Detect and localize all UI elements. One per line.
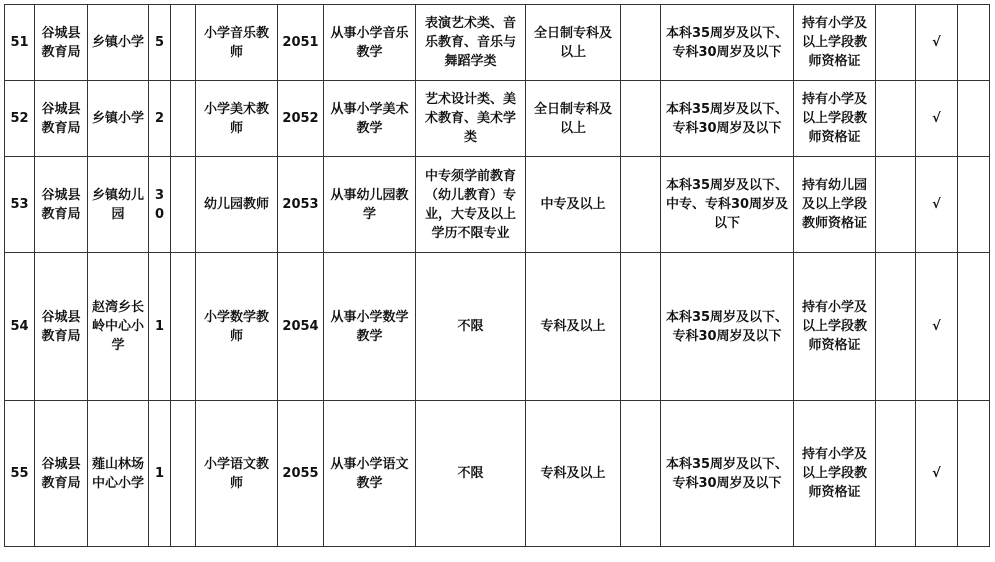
duty-cell: 从事幼儿园教学 xyxy=(324,157,416,253)
empty-cell xyxy=(876,253,916,401)
position-code-cell: 2055 xyxy=(278,401,324,547)
empty-cell xyxy=(958,401,990,547)
empty-cell xyxy=(171,5,196,81)
empty-cell xyxy=(876,5,916,81)
position-cell: 小学美术教师 xyxy=(196,81,278,157)
row-number: 55 xyxy=(5,401,35,547)
duty-cell: 从事小学音乐教学 xyxy=(324,5,416,81)
table-row xyxy=(5,401,990,547)
empty-cell xyxy=(876,81,916,157)
school-cell: 赵湾乡长岭中心小学 xyxy=(88,253,149,401)
check-mark-cell: √ xyxy=(916,81,958,157)
headcount-cell: 5 xyxy=(149,5,171,81)
major-cell: 表演艺术类、音乐教育、音乐与舞蹈学类 xyxy=(416,5,526,81)
empty-cell xyxy=(958,81,990,157)
position-code-cell: 2051 xyxy=(278,5,324,81)
check-mark-cell: √ xyxy=(916,401,958,547)
headcount-cell: 1 xyxy=(149,253,171,401)
check-mark-cell: √ xyxy=(916,5,958,81)
position-cell: 小学音乐教师 xyxy=(196,5,278,81)
empty-cell xyxy=(958,157,990,253)
certificate-cell: 持有小学及以上学段教师资格证 xyxy=(794,401,876,547)
duty-cell: 从事小学语文教学 xyxy=(324,401,416,547)
empty-cell xyxy=(171,157,196,253)
education-cell: 专科及以上 xyxy=(526,253,621,401)
recruitment-table xyxy=(4,4,990,547)
age-cell: 本科35周岁及以下、专科30周岁及以下 xyxy=(661,253,794,401)
school-cell: 乡镇幼儿园 xyxy=(88,157,149,253)
headcount-cell: 1 xyxy=(149,401,171,547)
row-number: 52 xyxy=(5,81,35,157)
major-cell: 不限 xyxy=(416,253,526,401)
headcount-cell: 30 xyxy=(149,157,171,253)
position-cell: 幼儿园教师 xyxy=(196,157,278,253)
empty-cell xyxy=(876,401,916,547)
table-row xyxy=(5,253,990,401)
certificate-cell: 持有小学及以上学段教师资格证 xyxy=(794,81,876,157)
certificate-cell: 持有幼儿园及以上学段教师资格证 xyxy=(794,157,876,253)
duty-cell: 从事小学美术教学 xyxy=(324,81,416,157)
position-cell: 小学语文教师 xyxy=(196,401,278,547)
education-cell: 全日制专科及以上 xyxy=(526,5,621,81)
age-cell: 本科35周岁及以下、专科30周岁及以下 xyxy=(661,81,794,157)
row-number: 54 xyxy=(5,253,35,401)
education-cell: 全日制专科及以上 xyxy=(526,81,621,157)
major-cell: 艺术设计类、美术教育、美术学类 xyxy=(416,81,526,157)
check-mark-cell: √ xyxy=(916,253,958,401)
table-row xyxy=(5,5,990,81)
empty-cell xyxy=(621,401,661,547)
school-cell: 乡镇小学 xyxy=(88,81,149,157)
empty-cell xyxy=(958,5,990,81)
duty-cell: 从事小学数学教学 xyxy=(324,253,416,401)
empty-cell xyxy=(171,253,196,401)
empty-cell xyxy=(876,157,916,253)
department-cell: 谷城县教育局 xyxy=(35,157,88,253)
position-cell: 小学数学教师 xyxy=(196,253,278,401)
school-cell: 薤山林场中心小学 xyxy=(88,401,149,547)
empty-cell xyxy=(171,81,196,157)
row-number: 51 xyxy=(5,5,35,81)
position-code-cell: 2052 xyxy=(278,81,324,157)
empty-cell xyxy=(621,81,661,157)
empty-cell xyxy=(171,401,196,547)
empty-cell xyxy=(621,253,661,401)
table-row xyxy=(5,81,990,157)
department-cell: 谷城县教育局 xyxy=(35,401,88,547)
table-row xyxy=(5,157,990,253)
education-cell: 专科及以上 xyxy=(526,401,621,547)
headcount-cell: 2 xyxy=(149,81,171,157)
age-cell: 本科35周岁及以下、中专、专科30周岁及以下 xyxy=(661,157,794,253)
certificate-cell: 持有小学及以上学段教师资格证 xyxy=(794,5,876,81)
row-number: 53 xyxy=(5,157,35,253)
department-cell: 谷城县教育局 xyxy=(35,81,88,157)
age-cell: 本科35周岁及以下、专科30周岁及以下 xyxy=(661,5,794,81)
position-code-cell: 2054 xyxy=(278,253,324,401)
school-cell: 乡镇小学 xyxy=(88,5,149,81)
education-cell: 中专及以上 xyxy=(526,157,621,253)
certificate-cell: 持有小学及以上学段教师资格证 xyxy=(794,253,876,401)
age-cell: 本科35周岁及以下、专科30周岁及以下 xyxy=(661,401,794,547)
check-mark-cell: √ xyxy=(916,157,958,253)
position-code-cell: 2053 xyxy=(278,157,324,253)
major-cell: 不限 xyxy=(416,401,526,547)
empty-cell xyxy=(958,253,990,401)
empty-cell xyxy=(621,157,661,253)
department-cell: 谷城县教育局 xyxy=(35,253,88,401)
empty-cell xyxy=(621,5,661,81)
department-cell: 谷城县教育局 xyxy=(35,5,88,81)
major-cell: 中专须学前教育（幼儿教育）专业，大专及以上学历不限专业 xyxy=(416,157,526,253)
